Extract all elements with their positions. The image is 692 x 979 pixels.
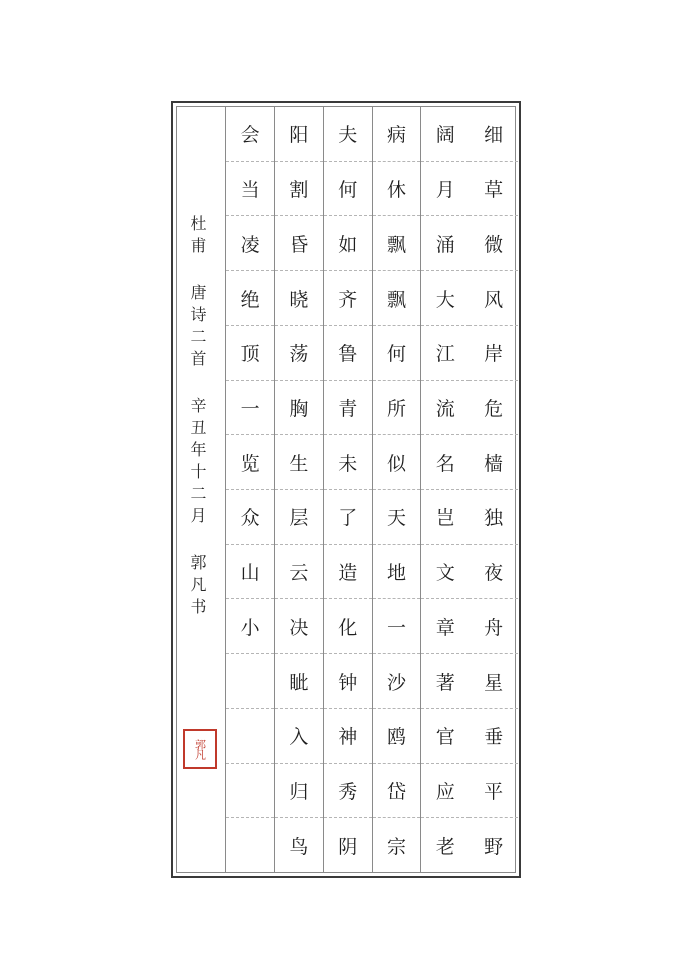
grid-cell: 夫 (338, 124, 358, 147)
grid-cell: 沙 (373, 653, 421, 708)
grid-cell: 如 (324, 215, 372, 270)
grid-cell: 鸟 (275, 817, 323, 872)
grid-cell: 决 (275, 598, 323, 653)
grid-cell: 著 (421, 653, 469, 708)
grid-cell: 涌 (421, 215, 469, 270)
grid-cell (226, 708, 274, 763)
grid-cell: 未 (324, 434, 372, 489)
grid-cell: 章 (421, 598, 469, 653)
grid-cell: 垂 (469, 708, 518, 763)
grid-cell: 阔 (435, 124, 455, 147)
grid-cell: 绝 (226, 270, 274, 325)
grid-cell: 层 (275, 489, 323, 544)
grid-cell: 宗 (373, 817, 421, 872)
grid-cell: 老 (421, 817, 469, 872)
grid-cell: 阴 (324, 817, 372, 872)
grid-cell: 一 (226, 380, 274, 435)
grid-cell: 独 (469, 489, 518, 544)
grid-column (372, 107, 421, 872)
grid-cell: 星 (469, 653, 518, 708)
grid-cell: 樯 (469, 434, 518, 489)
grid-cell: 归 (275, 763, 323, 818)
grid-cell: 夜 (469, 544, 518, 599)
grid-cell: 割 (275, 161, 323, 216)
grid-cell: 舟 (469, 598, 518, 653)
grid-column (420, 107, 469, 872)
grid-cell: 众 (226, 489, 274, 544)
grid-cell: 入 (275, 708, 323, 763)
grid-cell: 文 (421, 544, 469, 599)
grid-cell: 何 (373, 325, 421, 380)
character-grid (225, 107, 518, 872)
inscription-column (177, 107, 226, 872)
grid-cell: 平 (469, 763, 518, 818)
grid-column (225, 107, 274, 872)
grid-cell: 江 (421, 325, 469, 380)
grid-cell: 天 (373, 489, 421, 544)
grid-cell: 细 (484, 124, 504, 147)
grid-cell: 会 (240, 124, 260, 147)
grid-cell: 神 (324, 708, 372, 763)
grid-cell: 一 (373, 598, 421, 653)
grid-cell: 化 (324, 598, 372, 653)
grid-cell: 飘 (373, 215, 421, 270)
grid-cell: 顶 (226, 325, 274, 380)
grid-cell: 似 (373, 434, 421, 489)
grid-cell: 鸥 (373, 708, 421, 763)
grid-cell: 休 (373, 161, 421, 216)
grid-cell: 昏 (275, 215, 323, 270)
grid-cell: 野 (469, 817, 518, 872)
grid-cell: 云 (275, 544, 323, 599)
grid-cell: 病 (387, 124, 407, 147)
grid-cell: 当 (226, 161, 274, 216)
grid-column (323, 107, 372, 872)
grid-cell: 眦 (275, 653, 323, 708)
grid-cell: 山 (226, 544, 274, 599)
grid-cell: 晓 (275, 270, 323, 325)
grid-cell: 流 (421, 380, 469, 435)
grid-cell: 齐 (324, 270, 372, 325)
calligraphy-sheet (171, 101, 521, 878)
grid-cell: 凌 (226, 215, 274, 270)
grid-cell: 应 (421, 763, 469, 818)
seal-stamp: 郭凡 (183, 729, 217, 769)
grid-cell: 所 (373, 380, 421, 435)
grid-cell: 何 (324, 161, 372, 216)
grid-cell: 青 (324, 380, 372, 435)
grid-cell: 荡 (275, 325, 323, 380)
grid-cell: 风 (469, 270, 518, 325)
grid-cell: 飘 (373, 270, 421, 325)
grid-cell: 大 (421, 270, 469, 325)
grid-cell: 生 (275, 434, 323, 489)
grid-cell: 鲁 (324, 325, 372, 380)
grid-cell: 微 (469, 215, 518, 270)
grid-cell: 草 (469, 161, 518, 216)
grid-cell: 了 (324, 489, 372, 544)
grid-column (469, 107, 518, 872)
grid-cell: 造 (324, 544, 372, 599)
grid-cell: 阳 (289, 124, 309, 147)
grid-cell: 月 (421, 161, 469, 216)
sheet-inner-border (176, 106, 516, 873)
grid-cell: 秀 (324, 763, 372, 818)
grid-cell: 危 (469, 380, 518, 435)
grid-cell: 官 (421, 708, 469, 763)
grid-cell: 地 (373, 544, 421, 599)
grid-column (274, 107, 323, 872)
grid-cell: 钟 (324, 653, 372, 708)
inscription-text: 杜甫 唐诗二首 辛丑年十二月 郭凡书 (188, 215, 207, 620)
grid-cell: 胸 (275, 380, 323, 435)
grid-cell: 览 (226, 434, 274, 489)
grid-cell: 小 (226, 598, 274, 653)
grid-cell (226, 653, 274, 708)
grid-cell: 岸 (469, 325, 518, 380)
grid-cell (226, 763, 274, 818)
grid-cell: 岱 (373, 763, 421, 818)
grid-cell: 岂 (421, 489, 469, 544)
grid-cell: 名 (421, 434, 469, 489)
grid-cell (226, 817, 274, 872)
